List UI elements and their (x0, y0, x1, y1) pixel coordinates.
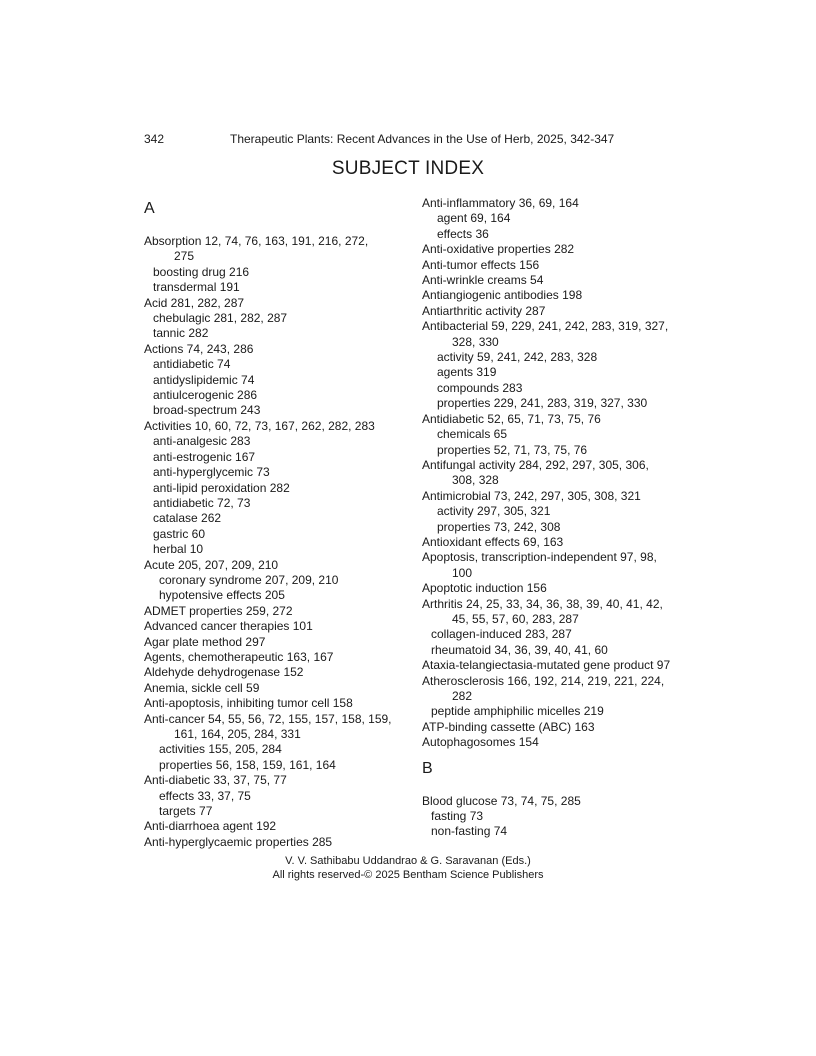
index-entry: gastric 60 (153, 526, 206, 541)
index-entry: Aldehyde dehydrogenase 152 (144, 665, 304, 680)
index-entry: 161, 164, 205, 284, 331 (174, 727, 301, 741)
index-title: SUBJECT INDEX (331, 158, 485, 179)
index-entry: activity 59, 241, 242, 283, 328 (437, 350, 598, 365)
index-entry: collagen-induced 283, 287 (431, 627, 572, 642)
index-entry: non-fasting 74 (431, 824, 508, 839)
index-entry: hypotensive effects 205 (159, 588, 285, 603)
index-entry: chebulagic 281, 282, 287 (153, 311, 288, 326)
index-entries-a-right (422, 196, 684, 751)
index-entry: antidyslipidemic 74 (153, 372, 255, 387)
index-entry: broad-spectrum 243 (153, 403, 261, 418)
index-entry: properties 52, 71, 73, 75, 76 (437, 442, 588, 457)
index-entry: Atherosclerosis 166, 192, 214, 219, 221, 224, (422, 673, 665, 688)
index-entry: Actions 74, 243, 286 (144, 341, 254, 356)
index-entry: Anti-diarrhoea agent 192 (144, 819, 277, 834)
index-entry: Advanced cancer therapies 101 (144, 619, 313, 634)
index-entry: Acute 205, 207, 209, 210 (144, 557, 279, 572)
index-entry: Antibacterial 59, 229, 241, 242, 283, 319, 327, (422, 319, 669, 334)
index-entry: fasting 73 (431, 809, 484, 824)
index-entry: Autophagosomes 154 (422, 735, 539, 750)
index-entry: Anti-apoptosis, inhibiting tumor cell 158 (144, 696, 353, 711)
letter-heading-a: A (144, 200, 155, 217)
index-entries-a-left (144, 234, 406, 850)
index-entry: Anti-hyperglycaemic properties 285 (144, 834, 333, 849)
index-entry: Antioxidant effects 69, 163 (422, 534, 564, 549)
index-entry: anti-lipid peroxidation 282 (153, 480, 290, 495)
index-entry: Anti-cancer 54, 55, 56, 72, 155, 157, 158, 159, (144, 711, 392, 726)
index-entry: Anti-oxidative properties 282 (422, 242, 575, 257)
index-entry: Apoptosis, transcription-independent 97, 98, (422, 550, 657, 565)
index-entry: Agents, chemotherapeutic 163, 167 (144, 649, 334, 664)
index-entry: Anemia, sickle cell 59 (144, 680, 260, 695)
index-entry: 308, 328 (452, 473, 499, 488)
index-entry: Apoptotic induction 156 (422, 581, 547, 596)
index-entry: antidiabetic 72, 73 (153, 495, 251, 510)
index-entry: properties 229, 241, 283, 319, 327, 330 (437, 396, 648, 411)
index-entry: boosting drug 216 (153, 264, 250, 279)
footer-copyright: All rights reserved-© 2025 Bentham Science Publishers (272, 869, 544, 881)
index-entry: Antiarthritic activity 287 (422, 303, 546, 318)
index-entry: catalase 262 (153, 511, 222, 526)
index-entry: properties 56, 158, 159, 161, 164 (159, 757, 336, 772)
index-entry: rheumatoid 34, 36, 39, 40, 41, 60 (431, 642, 608, 657)
index-entry: Activities 10, 60, 72, 73, 167, 262, 282, 283 (144, 418, 375, 433)
index-entry: Anti-diabetic 33, 37, 75, 77 (144, 773, 287, 788)
index-entry: 328, 330 (452, 334, 499, 349)
running-header: Therapeutic Plants: Recent Advances in the Use of Herb, 2025, 342-347 (230, 132, 615, 146)
index-entry: Agar plate method 297 (144, 634, 266, 649)
index-entry: anti-estrogenic 167 (153, 449, 256, 464)
index-entry: activities 155, 205, 284 (159, 742, 282, 757)
index-entry: antiulcerogenic 286 (153, 388, 258, 403)
index-entry: 282 (452, 689, 473, 703)
index-entry: transdermal 191 (153, 280, 240, 295)
index-entry: ATP-binding cassette (ABC) 163 (422, 719, 595, 734)
page-number: 342 (144, 132, 165, 146)
index-entry: effects 33, 37, 75 (159, 788, 251, 803)
index-entry: 100 (452, 565, 473, 580)
index-entry: effects 36 (437, 226, 489, 241)
index-entry: compounds 283 (437, 380, 523, 395)
index-entry: ADMET properties 259, 272 (144, 603, 293, 618)
index-entry: properties 73, 242, 308 (437, 519, 561, 534)
index-entry: Antiangiogenic antibodies 198 (422, 288, 583, 303)
index-entry: activity 297, 305, 321 (437, 504, 551, 519)
index-entry: coronary syndrome 207, 209, 210 (159, 572, 339, 587)
index-entry: Blood glucose 73, 74, 75, 285 (422, 793, 581, 808)
index-entry: anti-hyperglycemic 73 (153, 465, 270, 480)
index-entry: tannic 282 (153, 326, 209, 341)
index-entry: Antidiabetic 52, 65, 71, 73, 75, 76 (422, 411, 601, 426)
letter-heading-b: B (422, 759, 433, 777)
index-entry: Anti-wrinkle creams 54 (422, 273, 544, 288)
index-entry: Antifungal activity 284, 292, 297, 305, 306, (422, 457, 649, 472)
index-entry: Arthritis 24, 25, 33, 34, 36, 38, 39, 40, 41, 42, (422, 596, 663, 611)
index-entry: targets 77 (159, 804, 213, 819)
index-entry: anti-analgesic 283 (153, 434, 251, 449)
index-column-left (144, 196, 406, 850)
index-entries-b (422, 794, 684, 840)
index-entry: peptide amphiphilic micelles 219 (431, 704, 604, 719)
index-entry: agent 69, 164 (437, 211, 511, 226)
index-entry: chemicals 65 (437, 427, 508, 442)
index-entry: agents 319 (437, 365, 497, 380)
index-entry: Absorption 12, 74, 76, 163, 191, 216, 272, (144, 234, 369, 248)
index-entry: 275 (174, 249, 195, 264)
index-entry: herbal 10 (153, 542, 204, 557)
footer-editors: V. V. Sathibabu Uddandrao & G. Saravanan (Eds.) (285, 855, 531, 867)
index-entry: Antimicrobial 73, 242, 297, 305, 308, 321 (422, 488, 641, 503)
index-column-right (422, 196, 684, 840)
index-entry: Anti-tumor effects 156 (422, 257, 540, 272)
index-entry: antidiabetic 74 (153, 357, 231, 372)
index-entry: Anti-inflammatory 36, 69, 164 (422, 196, 579, 210)
index-entry: Acid 281, 282, 287 (144, 295, 245, 310)
index-entry: 45, 55, 57, 60, 283, 287 (452, 611, 579, 626)
index-entry: Ataxia-telangiectasia-mutated gene product 97 (422, 658, 671, 673)
